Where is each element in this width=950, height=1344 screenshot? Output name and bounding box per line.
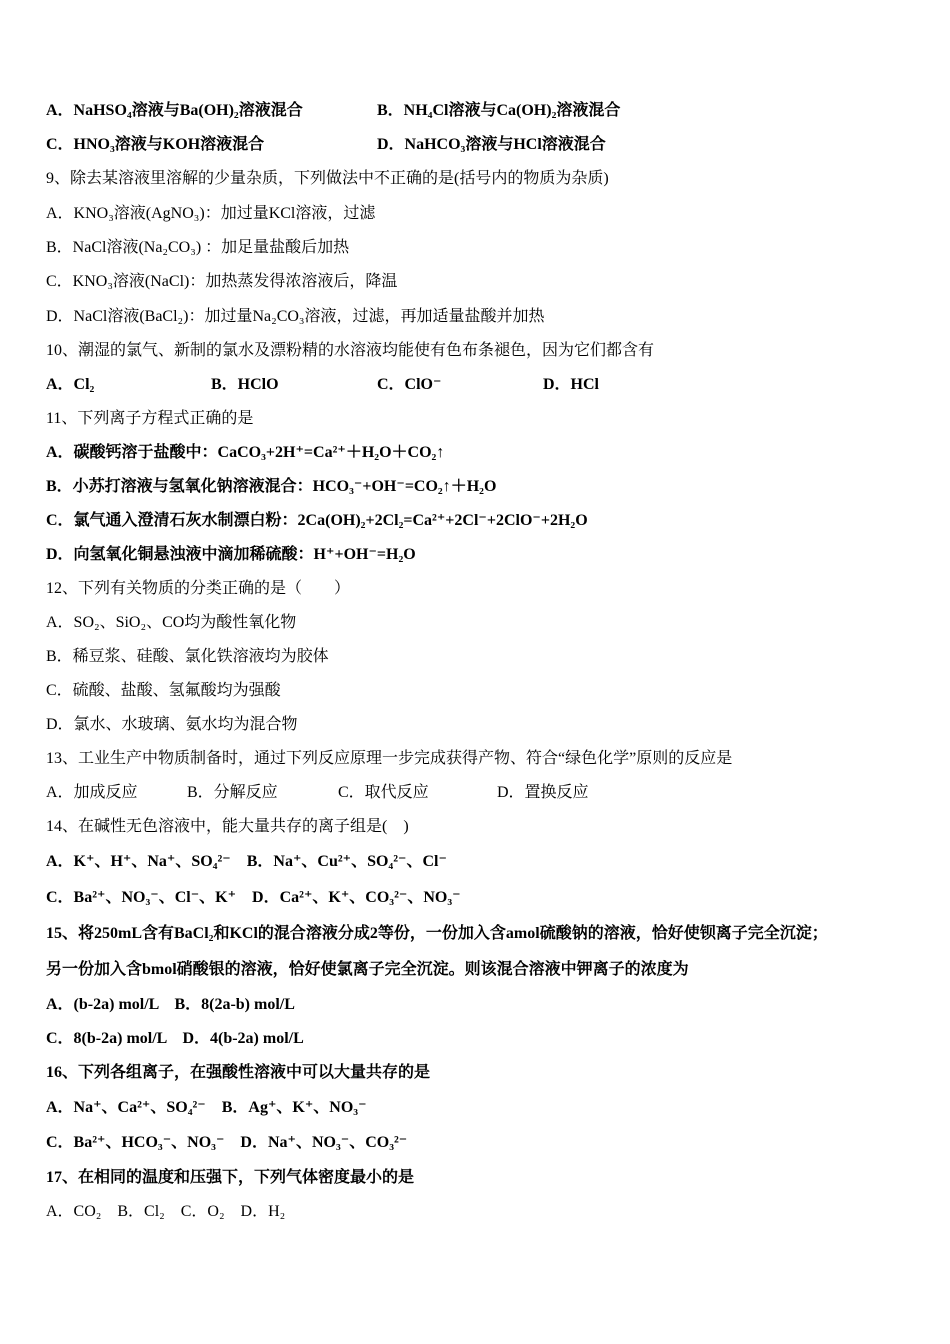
q11-option-d: D．向氢氧化铜悬浊液中滴加稀硫酸：H⁺+OH⁻=H₂O — [46, 546, 416, 563]
q11-option-c: C．氯气通入澄清石灰水制漂白粉：2Ca(OH)₂+2Cl₂=Ca²⁺+2Cl⁻+2ClO⁻+2H₂O — [46, 512, 588, 529]
q15-stem-line2: 另一份加入含bmol硝酸银的溶液，恰好使氯离子完全沉淀。则该混合溶液中钾离子的浓度为 — [46, 961, 689, 978]
q13-stem: 13、工业生产中物质制备时，通过下列反应原理一步完成获得产物、符合“绿色化学”原则的反应是 — [46, 750, 733, 767]
q9-option-c: C．KNO₃溶液(NaCl)：加热蒸发得浓溶液后，降温 — [46, 273, 398, 290]
q11-option-b: B．小苏打溶液与氢氧化钠溶液混合：HCO₃⁻+OH⁻=CO₂↑＋H₂O — [46, 478, 497, 495]
q12-option-a: A．SO₂、SiO₂、CO均为酸性氧化物 — [46, 614, 297, 631]
q14-options-cd: C．Ba²⁺、NO₃⁻、Cl⁻、K⁺ D．Ca²⁺、K⁺、CO₃²⁻、NO₃⁻ — [46, 889, 461, 906]
q12-option-b: B．稀豆浆、硅酸、氯化铁溶液均为胶体 — [46, 648, 329, 665]
q10-option-d: D．HCl — [543, 376, 600, 393]
q9-option-b: B．NaCl溶液(Na₂CO₃) ：加足量盐酸后加热 — [46, 239, 350, 256]
q12-option-c: C．硫酸、盐酸、氢氟酸均为强酸 — [46, 682, 281, 699]
q8-option-b: B．NH₄Cl溶液与Ca(OH)₂溶液混合 — [377, 102, 621, 119]
q12-stem: 12、下列有关物质的分类正确的是（ ） — [46, 580, 351, 597]
q11-stem: 11、下列离子方程式正确的是 — [46, 410, 254, 427]
q11-option-a: A．碳酸钙溶于盐酸中：CaCO₃+2H⁺=Ca²⁺＋H₂O＋CO₂↑ — [46, 444, 445, 461]
q16-stem: 16、下列各组离子，在强酸性溶液中可以大量共存的是 — [46, 1064, 431, 1081]
q16-options-cd: C．Ba²⁺、HCO₃⁻、NO₃⁻ D．Na⁺、NO₃⁻、CO₃²⁻ — [46, 1134, 408, 1151]
q9-option-a: A．KNO₃溶液(AgNO₃)：加过量KCl溶液，过滤 — [46, 205, 376, 222]
q10-option-b: B．HClO — [211, 376, 279, 393]
q13-option-a: A．加成反应 — [46, 784, 138, 801]
q14-stem: 14、在碱性无色溶液中，能大量共存的离子组是( ) — [46, 818, 409, 835]
q13-option-c: C．取代反应 — [338, 784, 429, 801]
q9-stem: 9、除去某溶液里溶解的少量杂质，下列做法中不正确的是(括号内的物质为杂质) — [46, 170, 609, 187]
q13-option-b: B．分解反应 — [187, 784, 278, 801]
q8-option-d: D．NaHCO₃溶液与HCl溶液混合 — [377, 136, 606, 153]
q8-option-c: C．HNO₃溶液与KOH溶液混合 — [46, 136, 265, 153]
q10-option-c: C．ClO⁻ — [377, 376, 442, 393]
q17-options: A．CO₂ B．Cl₂ C．O₂ D．H₂ — [46, 1203, 286, 1220]
q13-option-d: D．置换反应 — [497, 784, 589, 801]
q9-option-d: D．NaCl溶液(BaCl₂)：加过量Na₂CO₃溶液，过滤，再加适量盐酸并加热 — [46, 308, 545, 325]
q8-option-a: A．NaHSO₄溶液与Ba(OH)₂溶液混合 — [46, 102, 303, 119]
q17-stem: 17、在相同的温度和压强下，下列气体密度最小的是 — [46, 1169, 415, 1186]
q14-options-ab: A．K⁺、H⁺、Na⁺、SO₄²⁻ B．Na⁺、Cu²⁺、SO₄²⁻、Cl⁻ — [46, 853, 447, 870]
q15-options-ab: A．(b-2a) mol/L B．8(2a-b) mol/L — [46, 996, 295, 1013]
q16-options-ab: A．Na⁺、Ca²⁺、SO₄²⁻ B．Ag⁺、K⁺、NO₃⁻ — [46, 1099, 367, 1116]
q10-option-a: A．Cl₂ — [46, 376, 95, 393]
q15-options-cd: C．8(b-2a) mol/L D．4(b-2a) mol/L — [46, 1030, 304, 1047]
q12-option-d: D．氯水、水玻璃、氨水均为混合物 — [46, 716, 298, 733]
q15-stem-line1: 15、将250mL含有BaCl₂和KCl的混合溶液分成2等份，一份加入含amol硫酸钠的溶液，恰好使钡离子完全沉淀； — [46, 925, 828, 942]
q10-stem: 10、潮湿的氯气、新制的氯水及漂粉精的水溶液均能使有色布条褪色，因为它们都含有 — [46, 342, 655, 359]
